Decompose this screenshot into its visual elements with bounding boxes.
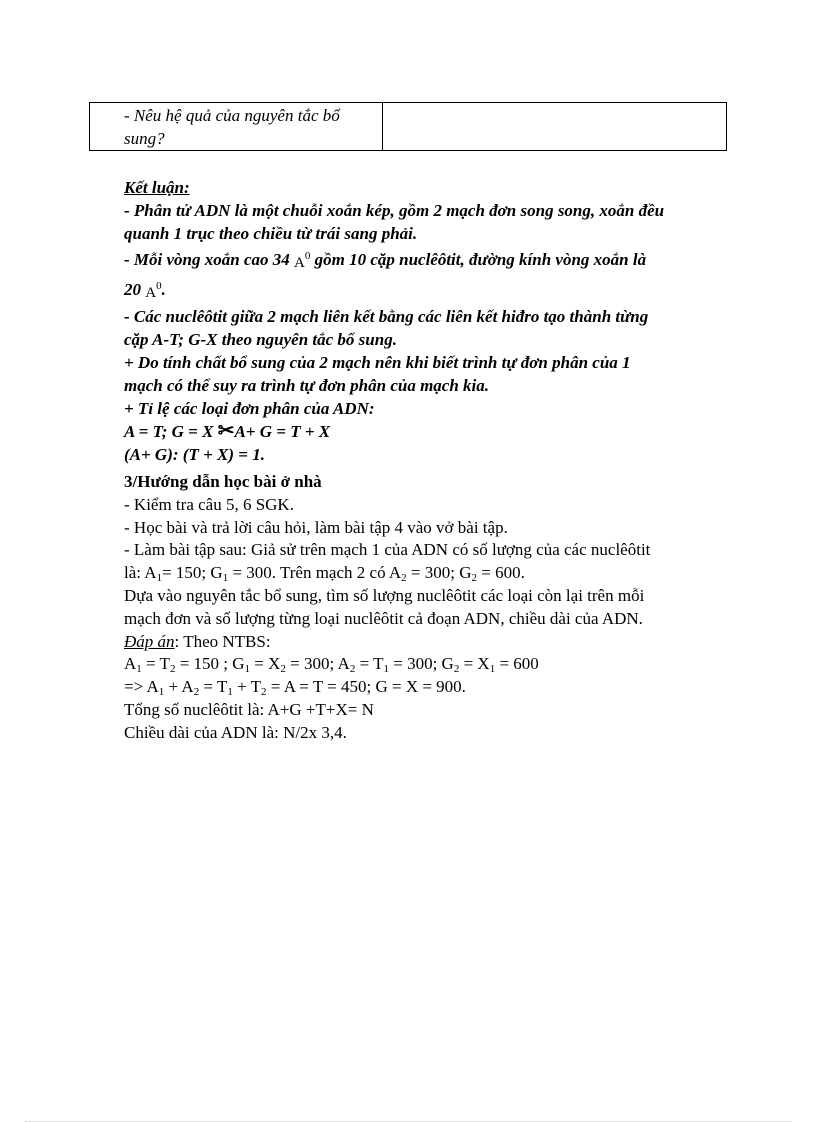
question-text-cont: sung? [124,129,165,148]
conclusion-line: (A+ G): (T + X) = 1. [124,445,265,464]
angstrom-unit: A [145,285,157,301]
conclusion-line: quanh 1 trục theo chiều từ trái sang phải. [124,224,418,243]
length-line: Chiều dài của ADN là: N/2x 3,4. [124,722,347,742]
total-line: Tổng số nuclêôtit là: A+G +T+X= N [124,699,374,719]
question-cell [90,103,383,151]
homework-item: - Học bài và trả lời câu hỏi, làm bài tập 4 vào vở bài tập. [124,517,508,537]
conclusion-line: + Tỉ lệ các loại đơn phân của ADN: [124,399,375,418]
equation-line: => $A_1 + A_2 = T_1 + T_2 = A = T = 450$; G = X = 900. [124,677,466,699]
homework-title: 3/Hướng dẫn học bài ở nhà [124,472,322,491]
conclusion-line: - Mỗi vòng xoắn cao 34 $A^0$ gồm 10 cặp nuclêôtit, đường kính vòng xoắn là [124,250,647,271]
homework-paragraph: mạch đơn và số lượng từng loại nuclêôtit cả đoạn ADN, chiều dài của ADN. [124,608,643,628]
conclusion-line: A = T; G = X ✂A+ G = T + X [124,420,331,442]
question-text: - Nêu hệ quả của nguyên tắc bổ [124,106,340,125]
question-table [89,102,727,151]
conclusion-line: 20 $A^0$. [124,280,166,301]
homework-section [124,471,744,745]
conclusion-title: Kết luận: [124,178,190,197]
conclusion-line: + Do tính chất bổ sung của 2 mạch nên khi biết trình tự đơn phân của 1 [124,353,631,372]
equation-line: $A_1 = T_2 = 150$ ; $G_1 = X_2 = 300$; $A_2 = T_1 = 300$; $G_2 = X_1 = 600$ [124,654,539,676]
angstrom-unit: A [294,255,305,271]
table-row [90,103,727,151]
homework-item: - Làm bài tập sau: Giả sử trên mạch 1 của ADN có số lượng của các nuclêôtit [124,540,651,560]
page-bottom-divider [25,1121,791,1122]
answer-cell [383,103,727,151]
conclusion-line: - Phân tử ADN là một chuỗi xoắn kép, gồm 2 mạch đơn song song, xoắn đều [124,201,665,220]
conclusion-line: cặp A-T; G-X theo nguyên tắc bổ sung. [124,330,397,349]
conclusion-line: mạch có thể suy ra trình tự đơn phân của mạch kia. [124,376,490,395]
scissors-icon: ✂ [217,420,235,442]
homework-item: - Kiểm tra câu 5, 6 SGK. [124,494,294,514]
homework-paragraph: Dựa vào nguyên tắc bổ sung, tìm số lượng nuclêôtit các loại còn lại trên mỗi [124,585,645,605]
homework-item: là: $A_1= 150$; $G_1 = 300$. Trên mạch 2 có $A_2 = 300$; $G_2 = 600$. [124,563,525,585]
conclusion-line: - Các nuclêôtit giữa 2 mạch liên kết bằng các liên kết hiđro tạo thành từng [124,307,649,326]
answer-label: Đáp án [124,631,175,651]
answer-line: Đáp án: Theo NTBS: [124,631,271,651]
conclusion-section [124,176,744,466]
